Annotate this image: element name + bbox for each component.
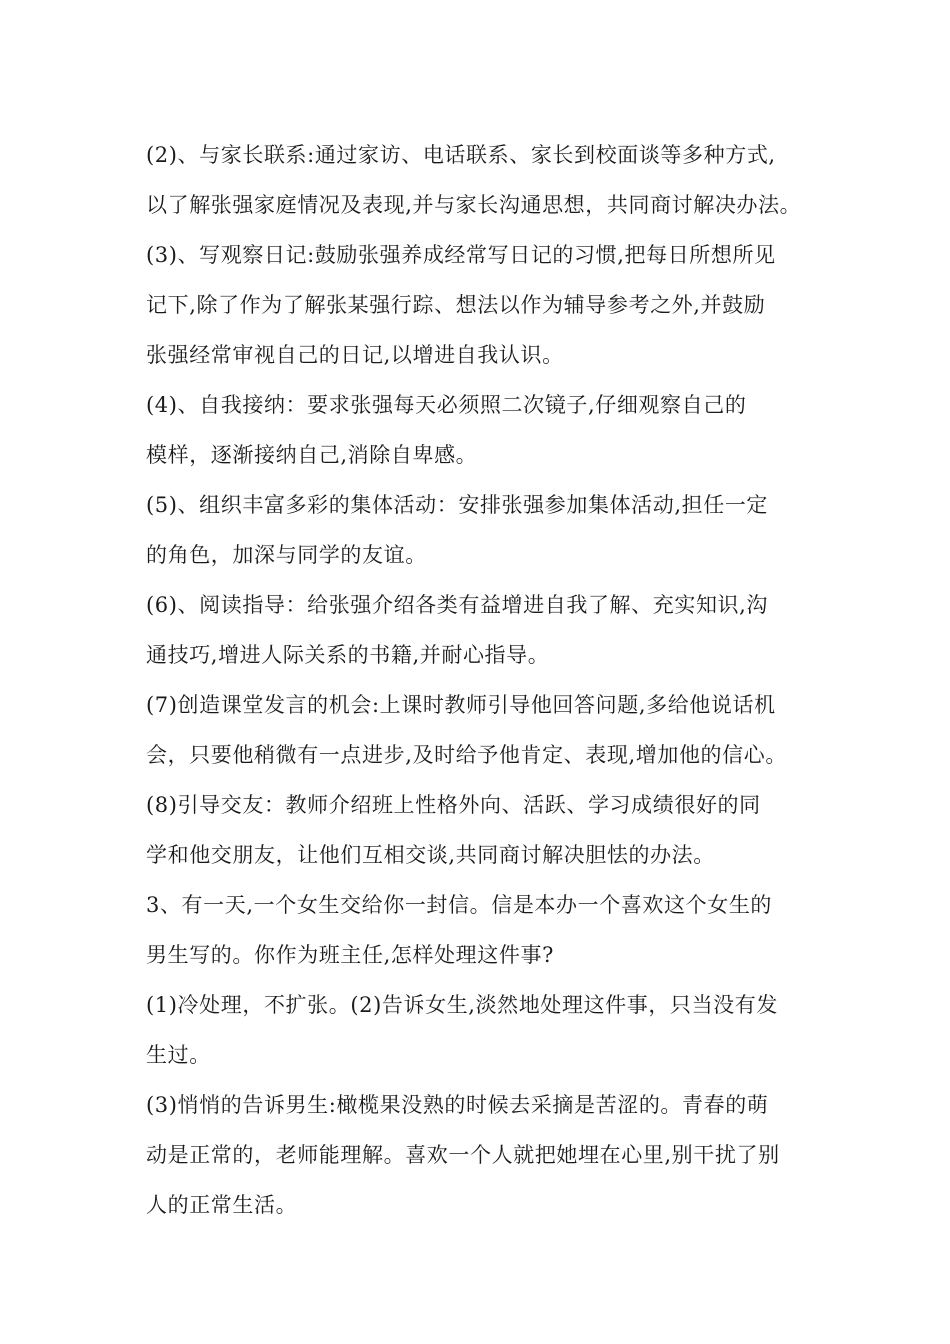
text-line: 人的正常生活。 <box>146 1193 298 1217</box>
document-body <box>146 130 846 1230</box>
text-line: 生过。 <box>146 1043 211 1067</box>
text-line: (5)、组织丰富多彩的集体活动：安排张强参加集体活动,担任一定 <box>146 493 769 517</box>
text-line: 通技巧,增进人际关系的书籍,并耐心指导。 <box>146 643 550 667</box>
text-line: 记下,除了作为了解张某强行踪、想法以作为辅导参考之外,并鼓励 <box>146 293 766 317</box>
text-line: 会，只要他稍微有一点进步,及时给予他肯定、表现,增加他的信心。 <box>146 743 787 767</box>
text-line: (7)创造课堂发言的机会:上课时教师引导他回答问题,多给他说话机 <box>146 693 776 717</box>
text-line: (3)悄悄的告诉男生:橄榄果没熟的时候去采摘是苦涩的。青春的萌 <box>146 1093 769 1117</box>
text-line: 学和他交朋友，让他们互相交谈,共同商讨解决胆怯的办法。 <box>146 843 715 867</box>
text-line: (6)、阅读指导：给张强介绍各类有益增进自我了解、充实知识,沟 <box>146 593 769 617</box>
text-line: (4)、自我接纳：要求张强每天必须照二次镜子,仔细观察自己的 <box>146 393 747 417</box>
text-line: 的角色，加深与同学的友谊。 <box>146 543 427 567</box>
text-line: 以了解张强家庭情况及表现,并与家长沟通思想，共同商讨解决办法。 <box>146 193 802 217</box>
text-line: 张强经常审视自己的日记,以增进自我认识。 <box>146 343 564 367</box>
text-line: (1)冷处理，不扩张。(2)告诉女生,淡然地处理这件事，只当没有发 <box>146 993 778 1017</box>
text-line: (8)引导交友：教师介绍班上性格外向、活跃、学习成绩很好的同 <box>146 793 761 817</box>
text-line: 动是正常的，老师能理解。喜欢一个人就把她埋在心里,别干扰了别 <box>146 1143 780 1167</box>
text-line: 3、有一天,一个女生交给你一封信。信是本办一个喜欢这个女生的 <box>146 893 773 917</box>
text-line: 模样，逐渐接纳自己,消除自卑感。 <box>146 443 478 467</box>
text-line: 男生写的。你作为班主任,怎样处理这件事? <box>146 943 554 967</box>
text-line: (3)、写观察日记:鼓励张强养成经常写日记的习惯,把每日所想所见 <box>146 243 776 267</box>
text-line: (2)、与家长联系:通过家访、电话联系、家长到校面谈等多种方式, <box>146 143 776 167</box>
